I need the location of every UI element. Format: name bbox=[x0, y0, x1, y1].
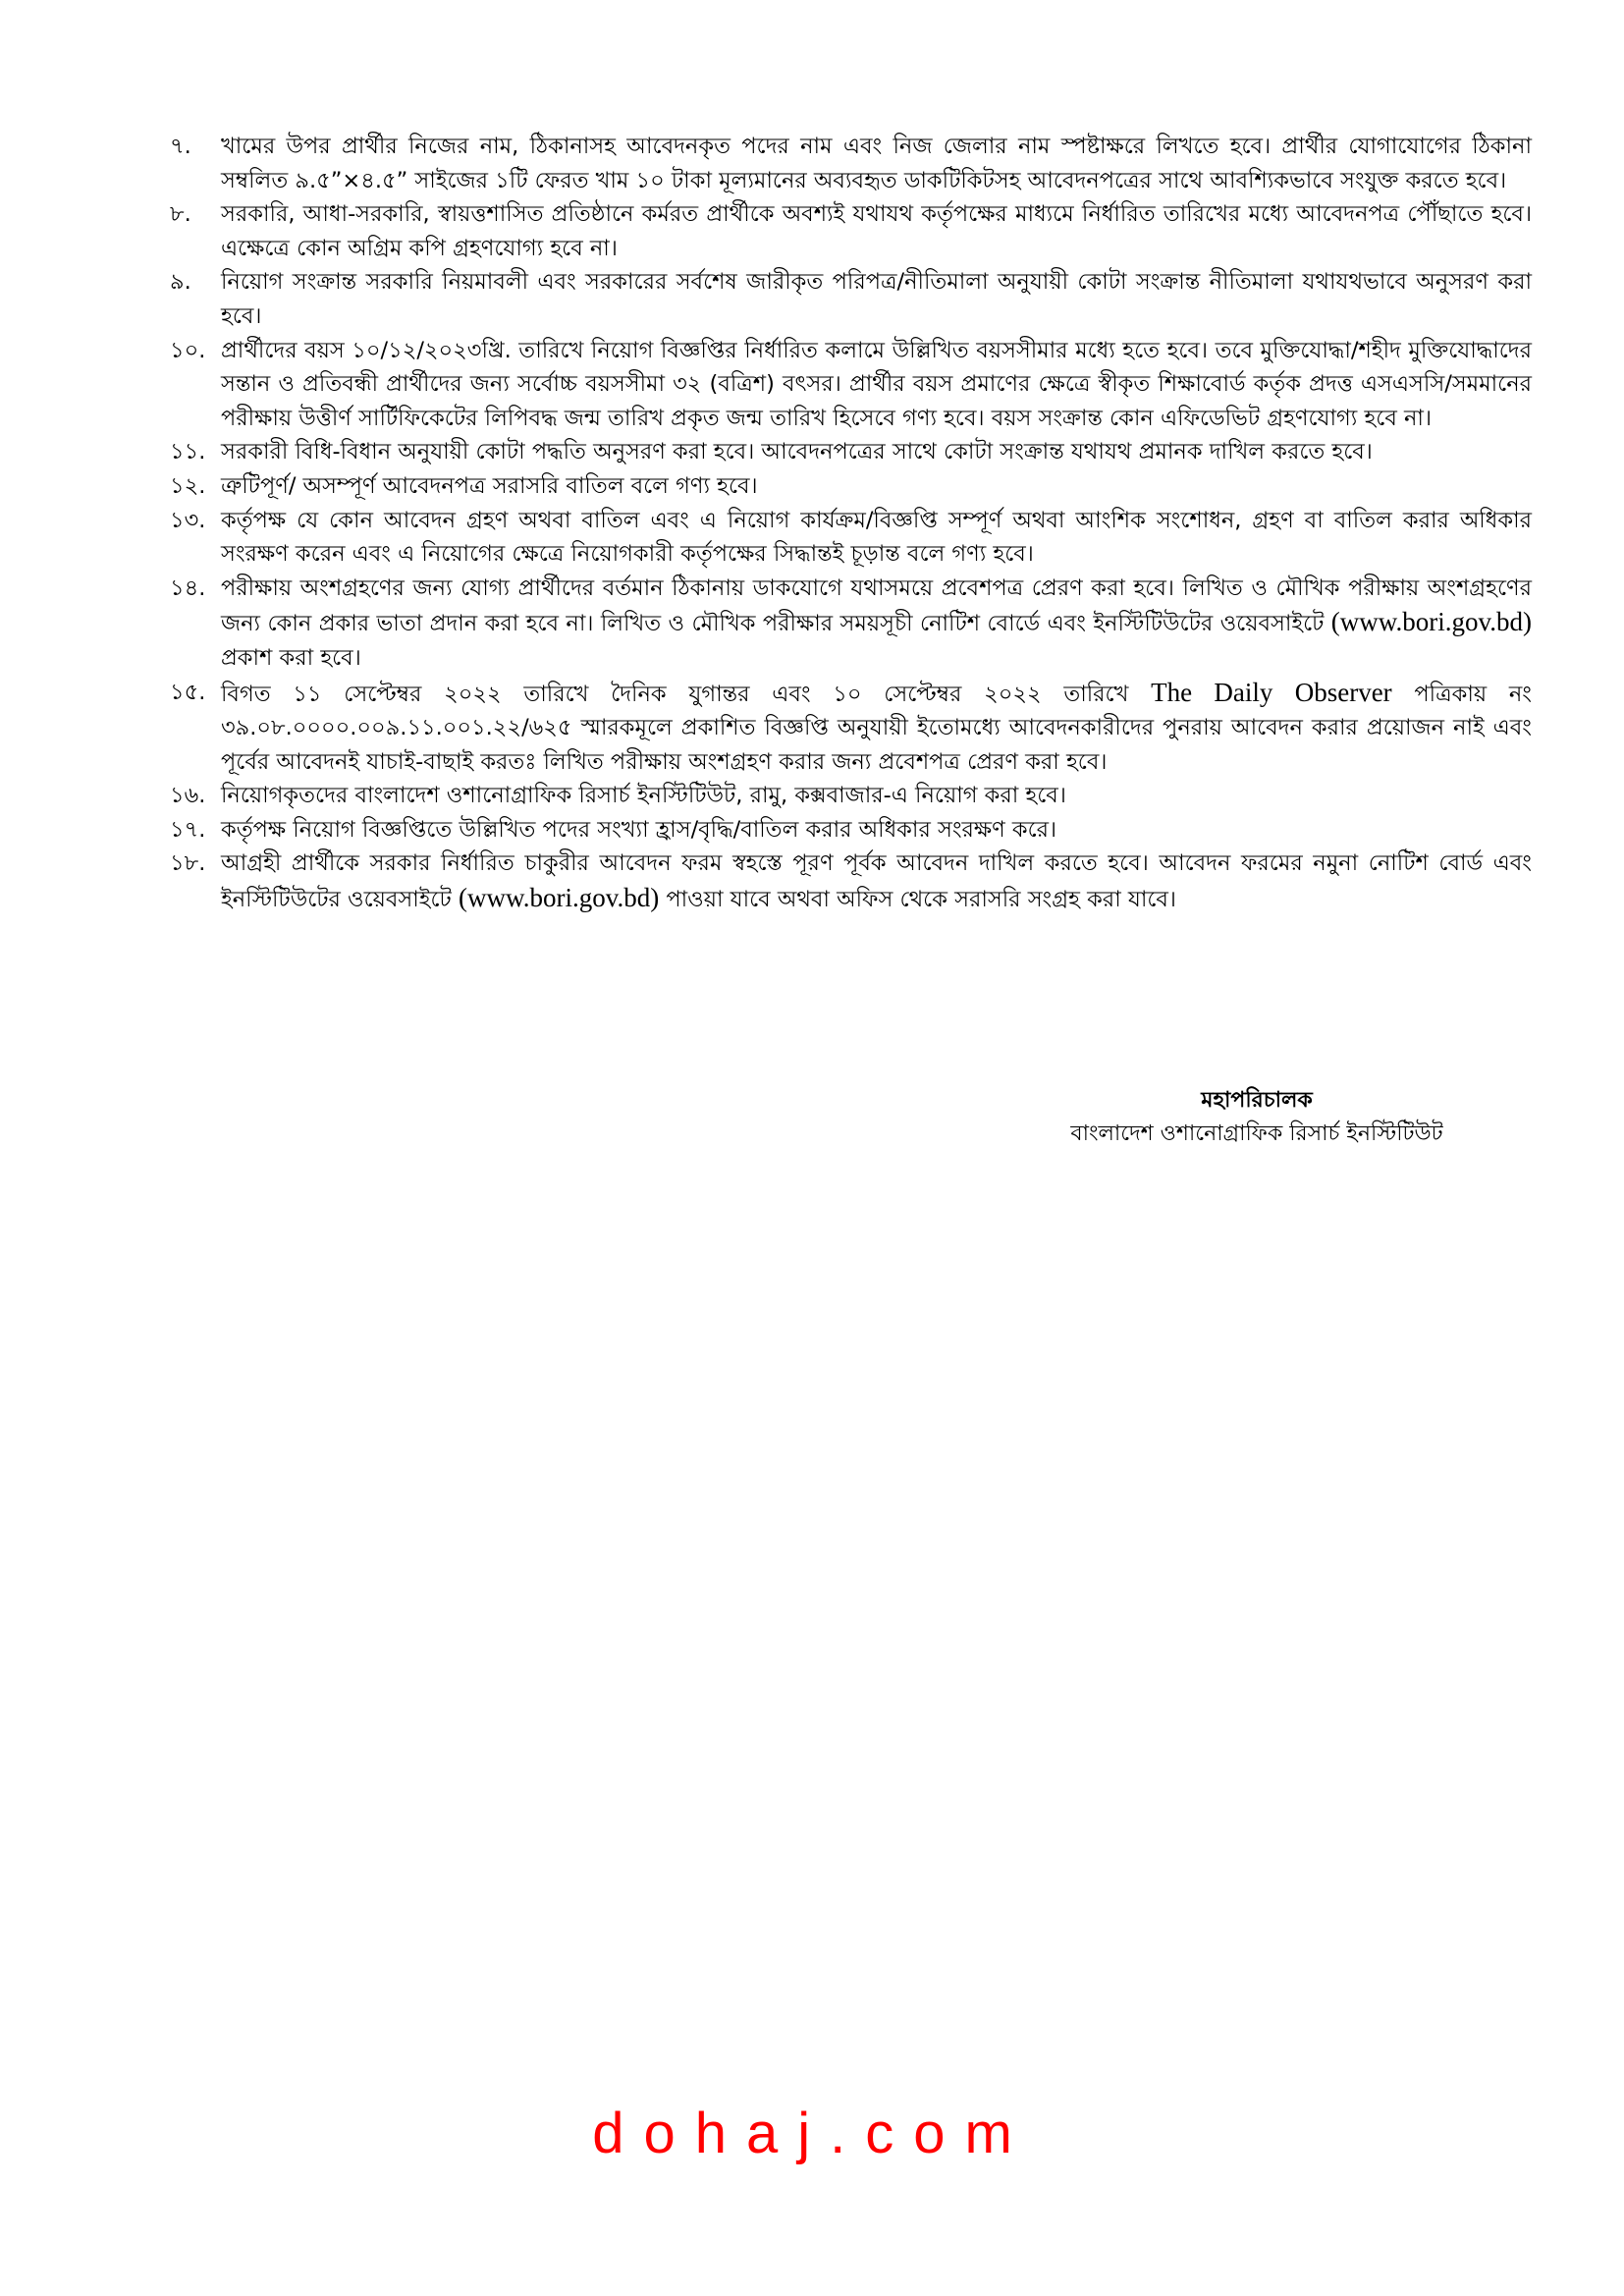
item-number: ৯. bbox=[170, 269, 191, 296]
signatory-title: মহাপরিচালক bbox=[1201, 1088, 1313, 1113]
item-number: ১৭. bbox=[170, 816, 206, 843]
item-text bbox=[221, 130, 1532, 197]
item-text bbox=[221, 779, 1532, 813]
text-segment: প্রকাশ করা হবে। bbox=[221, 644, 361, 671]
list-item bbox=[170, 676, 1532, 780]
instructions-list bbox=[170, 130, 1532, 917]
text-segment: পত্রিকায় নং ৩৯.০৮.০০০০.০০৯.১১.০০১.২২/৬২৫ স্মারকমূলে প্রকাশিত বিজ্ঞপ্তি অনুযায়ী ইতোমধ্যে আবেদনকারীদের পুনরায় আবেদন করার প্রয়োজন নাই এবং পূর্বের আবেদনই যাচাই-বাছাই করতঃ লিখিত পরীক্ষায় অংশগ্রহণ করার জন্য প্রবেশপত্র প্রেরণ করা হবে। bbox=[221, 681, 1532, 775]
text-segment: ত্রুটিপূর্ণ/ অসম্পূর্ণ আবেদনপত্র সরাসরি বাতিল বলে গণ্য হবে। bbox=[221, 472, 758, 499]
watermark-text: dohaj.com bbox=[592, 2102, 1032, 2165]
list-item bbox=[170, 847, 1532, 916]
item-number: ৮. bbox=[170, 201, 191, 228]
item-number: ১৫. bbox=[170, 679, 206, 705]
text-segment: কর্তৃপক্ষ যে কোন আবেদন গ্রহণ অথবা বাতিল এবং এ নিয়োগ কার্যক্রম/বিজ্ঞপ্তি সম্পূর্ণ অথবা আংশিক সংশোধন, গ্রহণ বা বাতিল করার অধিকার সংরক্ষণ করেন এবং এ নিয়োগের ক্ষেত্রে নিয়োগকারী কর্তৃপক্ষের সিদ্ধান্তই চূড়ান্ত বলে গণ্য হবে। bbox=[221, 507, 1533, 568]
list-item bbox=[170, 469, 1532, 504]
latin-text-segment: (www.bori.gov.bd) bbox=[458, 883, 660, 913]
list-item bbox=[170, 813, 1532, 847]
item-number: ১৬. bbox=[170, 783, 206, 809]
list-item bbox=[170, 334, 1532, 436]
item-text bbox=[221, 504, 1532, 572]
list-item bbox=[170, 779, 1532, 813]
text-segment: পরীক্ষায় অংশগ্রহণের জন্য যোগ্য প্রার্থীদের বর্তমান ঠিকানায় ডাকযোগে যথাসময়ে প্রবেশপত্র প্রেরণ করা হবে। লিখিত ও মৌখিক পরীক্ষায় অংশগ্রহণের জন্য কোন প্রকার ভাতা প্রদান করা হবে না। লিখিত ও মৌখিক পরীক্ষার সময়সূচী নোটিশ বোর্ডে এবং ইনস্টিটিউটের ওয়েবসাইটে bbox=[221, 574, 1532, 637]
item-text bbox=[221, 265, 1532, 333]
text-segment: সরকারি, আধা-সরকারি, স্বায়ত্তশাসিত প্রতিষ্ঠানে কর্মরত প্রার্থীকে অবশ্যই যথাযথ কর্তৃপক্ষের মাধ্যমে নির্ধারিত তারিখের মধ্যে আবেদনপত্র পৌঁছাতে হবে। এক্ষেত্রে কোন অগ্রিম কপি গ্রহণযোগ্য হবে না। bbox=[221, 201, 1532, 261]
item-number: ১৮. bbox=[170, 850, 206, 877]
signature-block bbox=[982, 1084, 1532, 1151]
item-number: ১৩. bbox=[170, 507, 206, 533]
list-item bbox=[170, 435, 1532, 469]
text-segment: নিয়োগ সংক্রান্ত সরকারি নিয়মাবলী এবং সরকারের সর্বশেষ জারীকৃত পরিপত্র/নীতিমালা অনুযায়ী কোটা সংক্রান্ত নীতিমালা যথাযথভাবে অনুসরণ করা হবে। bbox=[221, 269, 1532, 329]
text-segment: প্রার্থীদের বয়স ১০/১২/২০২৩খ্রি. তারিখে নিয়োগ বিজ্ঞপ্তির নির্ধারিত কলামে উল্লিখিত বয়সসীমার মধ্যে হতে হবে। তবে মুক্তিযোদ্ধা/শহীদ মুক্তিযোদ্ধাদের সন্তান ও প্রতিবন্ধী প্রার্থীদের জন্য সর্বোচ্চ বয়সসীমা ৩২ (বত্রিশ) বৎসর। প্রার্থীর বয়স প্রমাণের ক্ষেত্রে স্বীকৃত শিক্ষাবোর্ড কর্তৃক প্রদত্ত এসএসসি/সমমানের পরীক্ষায় উত্তীর্ণ সার্টিফিকেটের লিপিবদ্ধ জন্ম তারিখ প্রকৃত জন্ম তারিখ হিসেবে গণ্য হবে। বয়স সংক্রান্ত কোন এফিডেভিট গ্রহণযোগ্য হবে না। bbox=[221, 337, 1532, 431]
item-number: ১২. bbox=[170, 472, 206, 499]
latin-text-segment: (www.bori.gov.bd) bbox=[1330, 607, 1532, 637]
organization-name: বাংলাদেশ ওশানোগ্রাফিক রিসার্চ ইনস্টিটিউট bbox=[1070, 1121, 1443, 1146]
text-segment: নিয়োগকৃতদের বাংলাদেশ ওশানোগ্রাফিক রিসার্চ ইনস্টিটিউট, রামু, কক্সবাজার-এ নিয়োগ করা হবে। bbox=[221, 783, 1066, 809]
text-segment: পাওয়া যাবে অথবা অফিস থেকে সরাসরি সংগ্রহ করা যাবে। bbox=[659, 887, 1176, 913]
list-item bbox=[170, 265, 1532, 333]
item-text bbox=[221, 197, 1532, 265]
item-number: ৭. bbox=[170, 134, 191, 159]
item-text bbox=[221, 435, 1532, 469]
list-item bbox=[170, 572, 1532, 676]
list-item bbox=[170, 197, 1532, 265]
list-item bbox=[170, 130, 1532, 197]
text-segment: সরকারী বিধি-বিধান অনুযায়ী কোটা পদ্ধতি অনুসরণ করা হবে। আবেদনপত্রের সাথে কোটা সংক্রান্ত যথাযথ প্রমানক দাখিল করতে হবে। bbox=[221, 439, 1373, 465]
item-text bbox=[221, 469, 1532, 504]
item-number: ১০. bbox=[170, 337, 206, 363]
latin-text-segment: The Daily Observer bbox=[1151, 677, 1392, 707]
text-segment: বিগত ১১ সেপ্টেম্বর ২০২২ তারিখে দৈনিক যুগান্তর এবং ১০ সেপ্টেম্বর ২০২২ তারিখে bbox=[221, 681, 1152, 707]
item-text bbox=[221, 572, 1532, 676]
text-segment: আগ্রহী প্রার্থীকে সরকার নির্ধারিত চাকুরীর আবেদন ফরম স্বহস্তে পূরণ পূর্বক আবেদন দাখিল করতে হবে। আবেদন ফরমের নমুনা নোটিশ বোর্ড এবং ইনস্টিটিউটের ওয়েবসাইটে bbox=[221, 850, 1532, 913]
item-number: ১৪. bbox=[170, 574, 206, 601]
list-item bbox=[170, 504, 1532, 572]
item-number: ১১. bbox=[170, 439, 206, 465]
item-text bbox=[221, 334, 1532, 436]
text-segment: কর্তৃপক্ষ নিয়োগ বিজ্ঞপ্তিতে উল্লিখিত পদের সংখ্যা হ্রাস/বৃদ্ধি/বাতিল করার অধিকার সংরক্ষণ করে। bbox=[221, 816, 1057, 843]
item-text bbox=[221, 813, 1532, 847]
document-body bbox=[170, 130, 1532, 917]
item-text bbox=[221, 847, 1532, 916]
item-text bbox=[221, 676, 1532, 780]
text-segment: খামের উপর প্রার্থীর নিজের নাম, ঠিকানাসহ আবেদনকৃত পদের নাম এবং নিজ জেলার নাম স্পষ্টাক্ষরে লিখতে হবে। প্রার্থীর যোগাযোগের ঠিকানা সম্বলিত ৯.৫”×৪.৫” সাইজের ১টি ফেরত খাম ১০ টাকা মূল্যমানের অব্যবহৃত ডাকটিকিটসহ আবেদনপত্রের সাথে আবশ্যিকভাবে সংযুক্ত করতে হবে। bbox=[221, 134, 1532, 193]
